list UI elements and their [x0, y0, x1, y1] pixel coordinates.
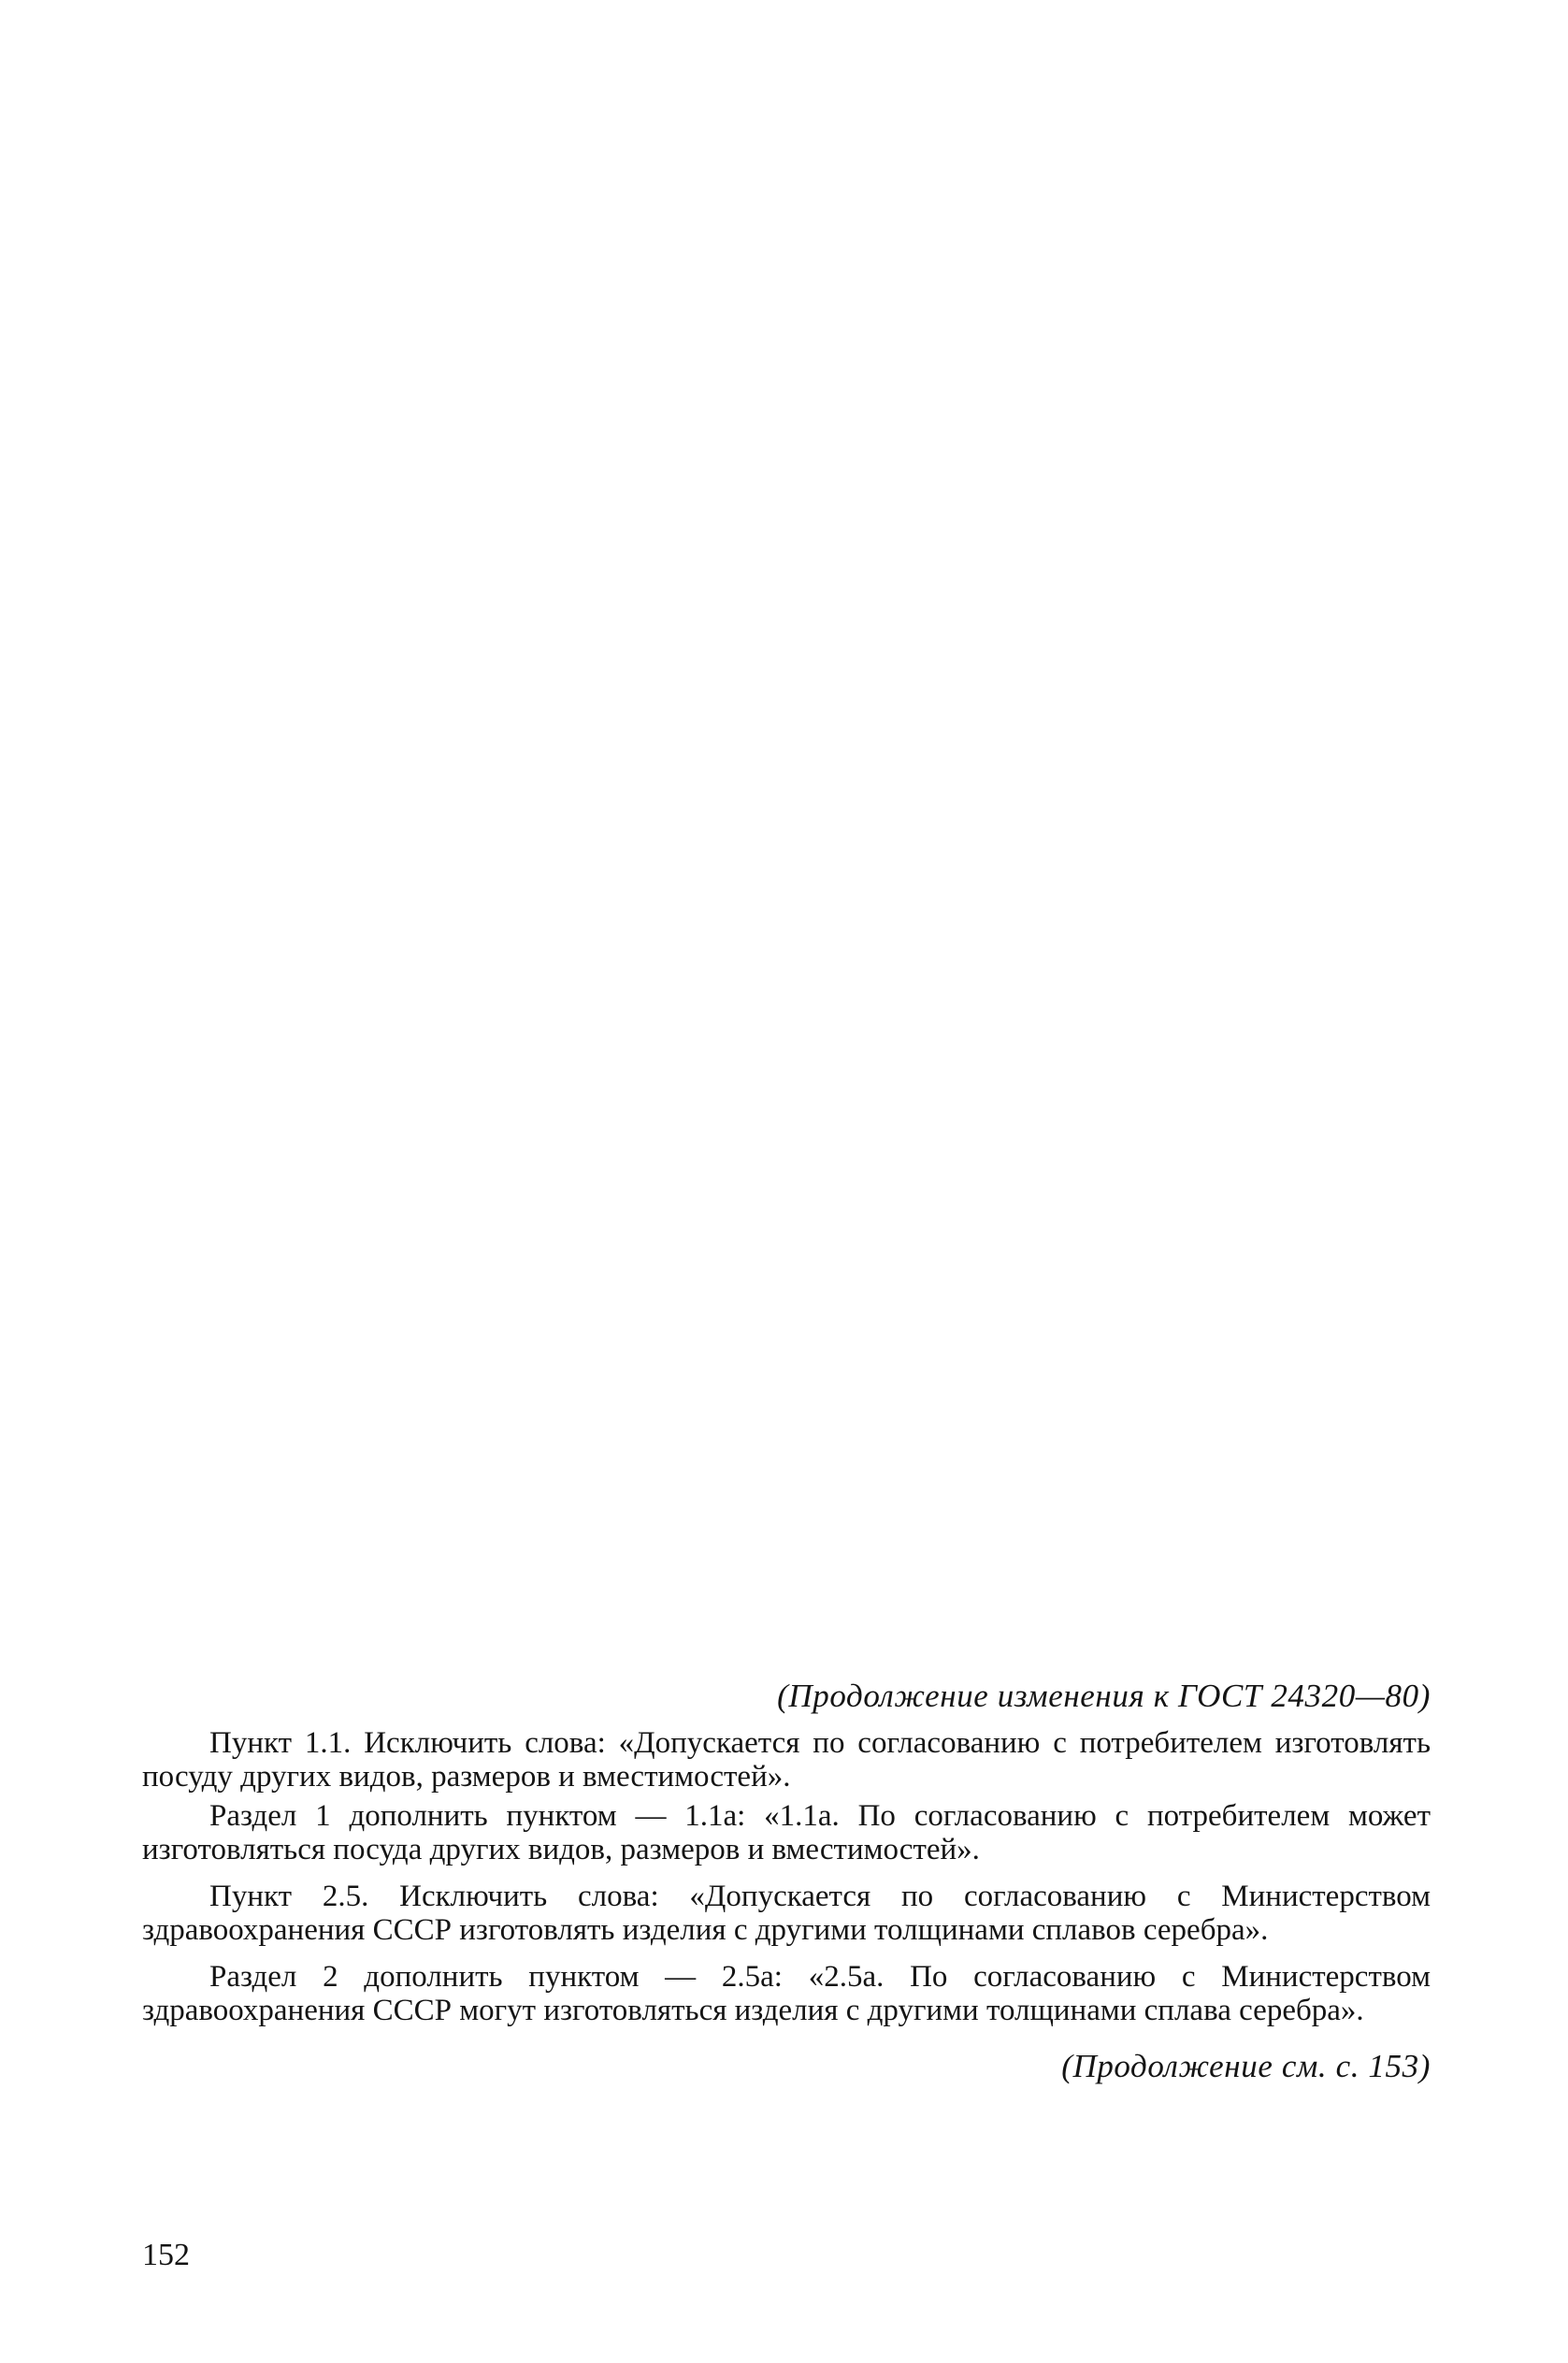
- continuation-footer: (Продолжение см. с. 153): [1061, 2048, 1431, 2084]
- page-number: 152: [142, 2238, 190, 2272]
- paragraph-section-2-addition: Раздел 2 дополнить пунктом — 2.5а: «2.5а. По согласованию с Министерством здравоохранения СССР могут изготовляться изделия с другими толщинами сплава серебра».: [142, 1960, 1431, 2027]
- continuation-header: (Продолжение изменения к ГОСТ 24320—80): [777, 1678, 1431, 1714]
- text-block: [142, 1676, 1431, 2087]
- paragraph-item-2-5: Пункт 2.5. Исключить слова: «Допускается по согласованию с Министерством здравоохранения СССР изготовлять изделия с другими толщинами сплавов серебра».: [142, 1880, 1431, 1947]
- paragraph-item-1-1: Пункт 1.1. Исключить слова: «Допускается по согласованию с потребителем изготовлять посуду других видов, размеров и вместимостей».: [142, 1726, 1431, 1794]
- paragraph-section-1-addition: Раздел 1 дополнить пунктом — 1.1а: «1.1а. По согласованию с потребителем может изготовляться посуда других видов, размеров и вместимостей».: [142, 1799, 1431, 1866]
